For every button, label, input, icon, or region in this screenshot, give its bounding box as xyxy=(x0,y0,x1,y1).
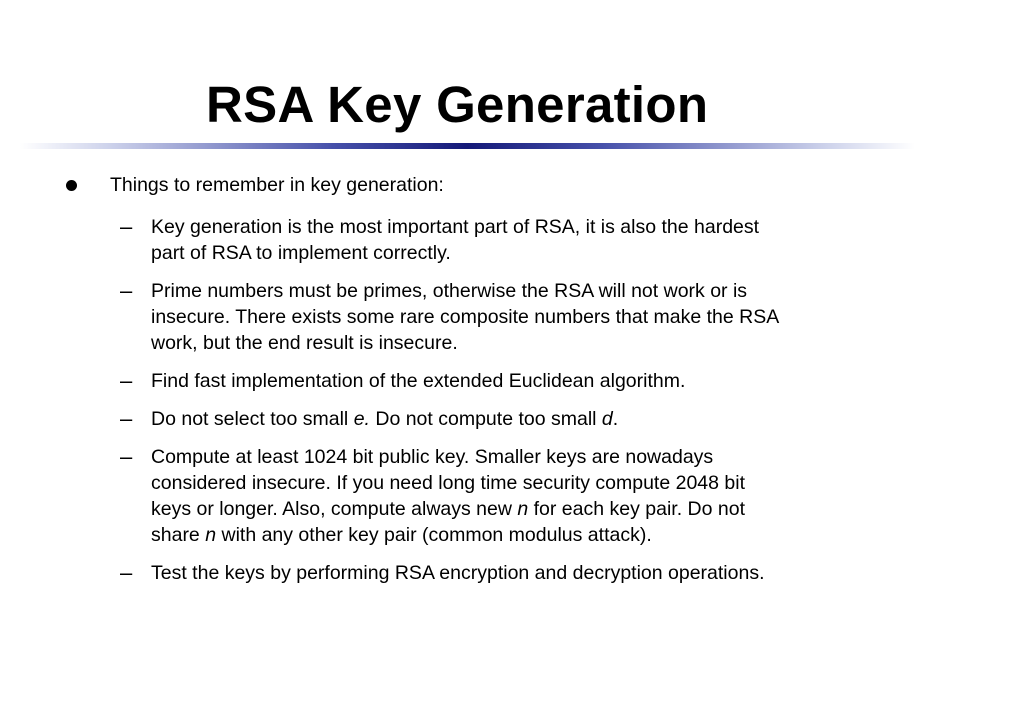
text-segment: for each key pair. Do not xyxy=(528,498,746,520)
text-segment: . xyxy=(612,408,619,430)
text-segment: share xyxy=(151,524,206,546)
text-segment: with any other key pair (common modulus attack). xyxy=(216,524,652,546)
variable-e: e. xyxy=(353,408,370,430)
dash-icon: – xyxy=(120,368,133,393)
sub-bullet-line: considered insecure. If you need long time security compute 2048 bit xyxy=(151,472,746,494)
bullet-dot-icon xyxy=(66,180,77,191)
sub-bullet-line: Prime numbers must be primes, otherwise the RSA will not work or is xyxy=(151,280,748,302)
sub-bullet-item xyxy=(120,406,900,432)
sub-bullet-item xyxy=(120,368,900,394)
dash-icon: – xyxy=(120,406,133,431)
sub-bullet-line: Compute at least 1024 bit public key. Smaller keys are nowadays xyxy=(151,446,714,468)
main-bullet-text: Things to remember in key generation: xyxy=(110,174,444,196)
title-underline xyxy=(20,143,915,149)
sub-bullet-list xyxy=(120,214,900,598)
sub-bullet-line: Key generation is the most important part of RSA, it is also the hardest xyxy=(151,216,760,238)
text-segment: keys or longer. Also, compute always new xyxy=(151,498,518,520)
sub-bullet-line: Test the keys by performing RSA encryption and decryption operations. xyxy=(151,562,765,584)
sub-bullet-line: work, but the end result is insecure. xyxy=(151,332,458,354)
sub-bullet-item xyxy=(120,278,900,356)
dash-icon: – xyxy=(120,560,133,585)
sub-bullet-line: insecure. There exists some rare composite numbers that make the RSA xyxy=(151,306,780,328)
variable-n: n xyxy=(517,498,529,520)
dash-icon: – xyxy=(120,214,133,239)
sub-bullet-item xyxy=(120,444,900,548)
slide-title: RSA Key Generation xyxy=(206,76,709,133)
dash-icon: – xyxy=(120,278,133,303)
sub-bullet-item xyxy=(120,214,900,266)
sub-bullet-item xyxy=(120,560,900,586)
text-segment: Do not select too small xyxy=(151,408,354,430)
text-segment: Do not compute too small xyxy=(369,408,602,430)
variable-n: n xyxy=(205,524,217,546)
sub-bullet-line: part of RSA to implement correctly. xyxy=(151,242,451,264)
sub-bullet-line xyxy=(151,522,900,548)
sub-bullet-line xyxy=(151,496,900,522)
dash-icon: – xyxy=(120,444,133,469)
variable-d: d xyxy=(601,408,613,430)
sub-bullet-line xyxy=(151,406,900,432)
sub-bullet-line: Find fast implementation of the extended Euclidean algorithm. xyxy=(151,370,686,392)
